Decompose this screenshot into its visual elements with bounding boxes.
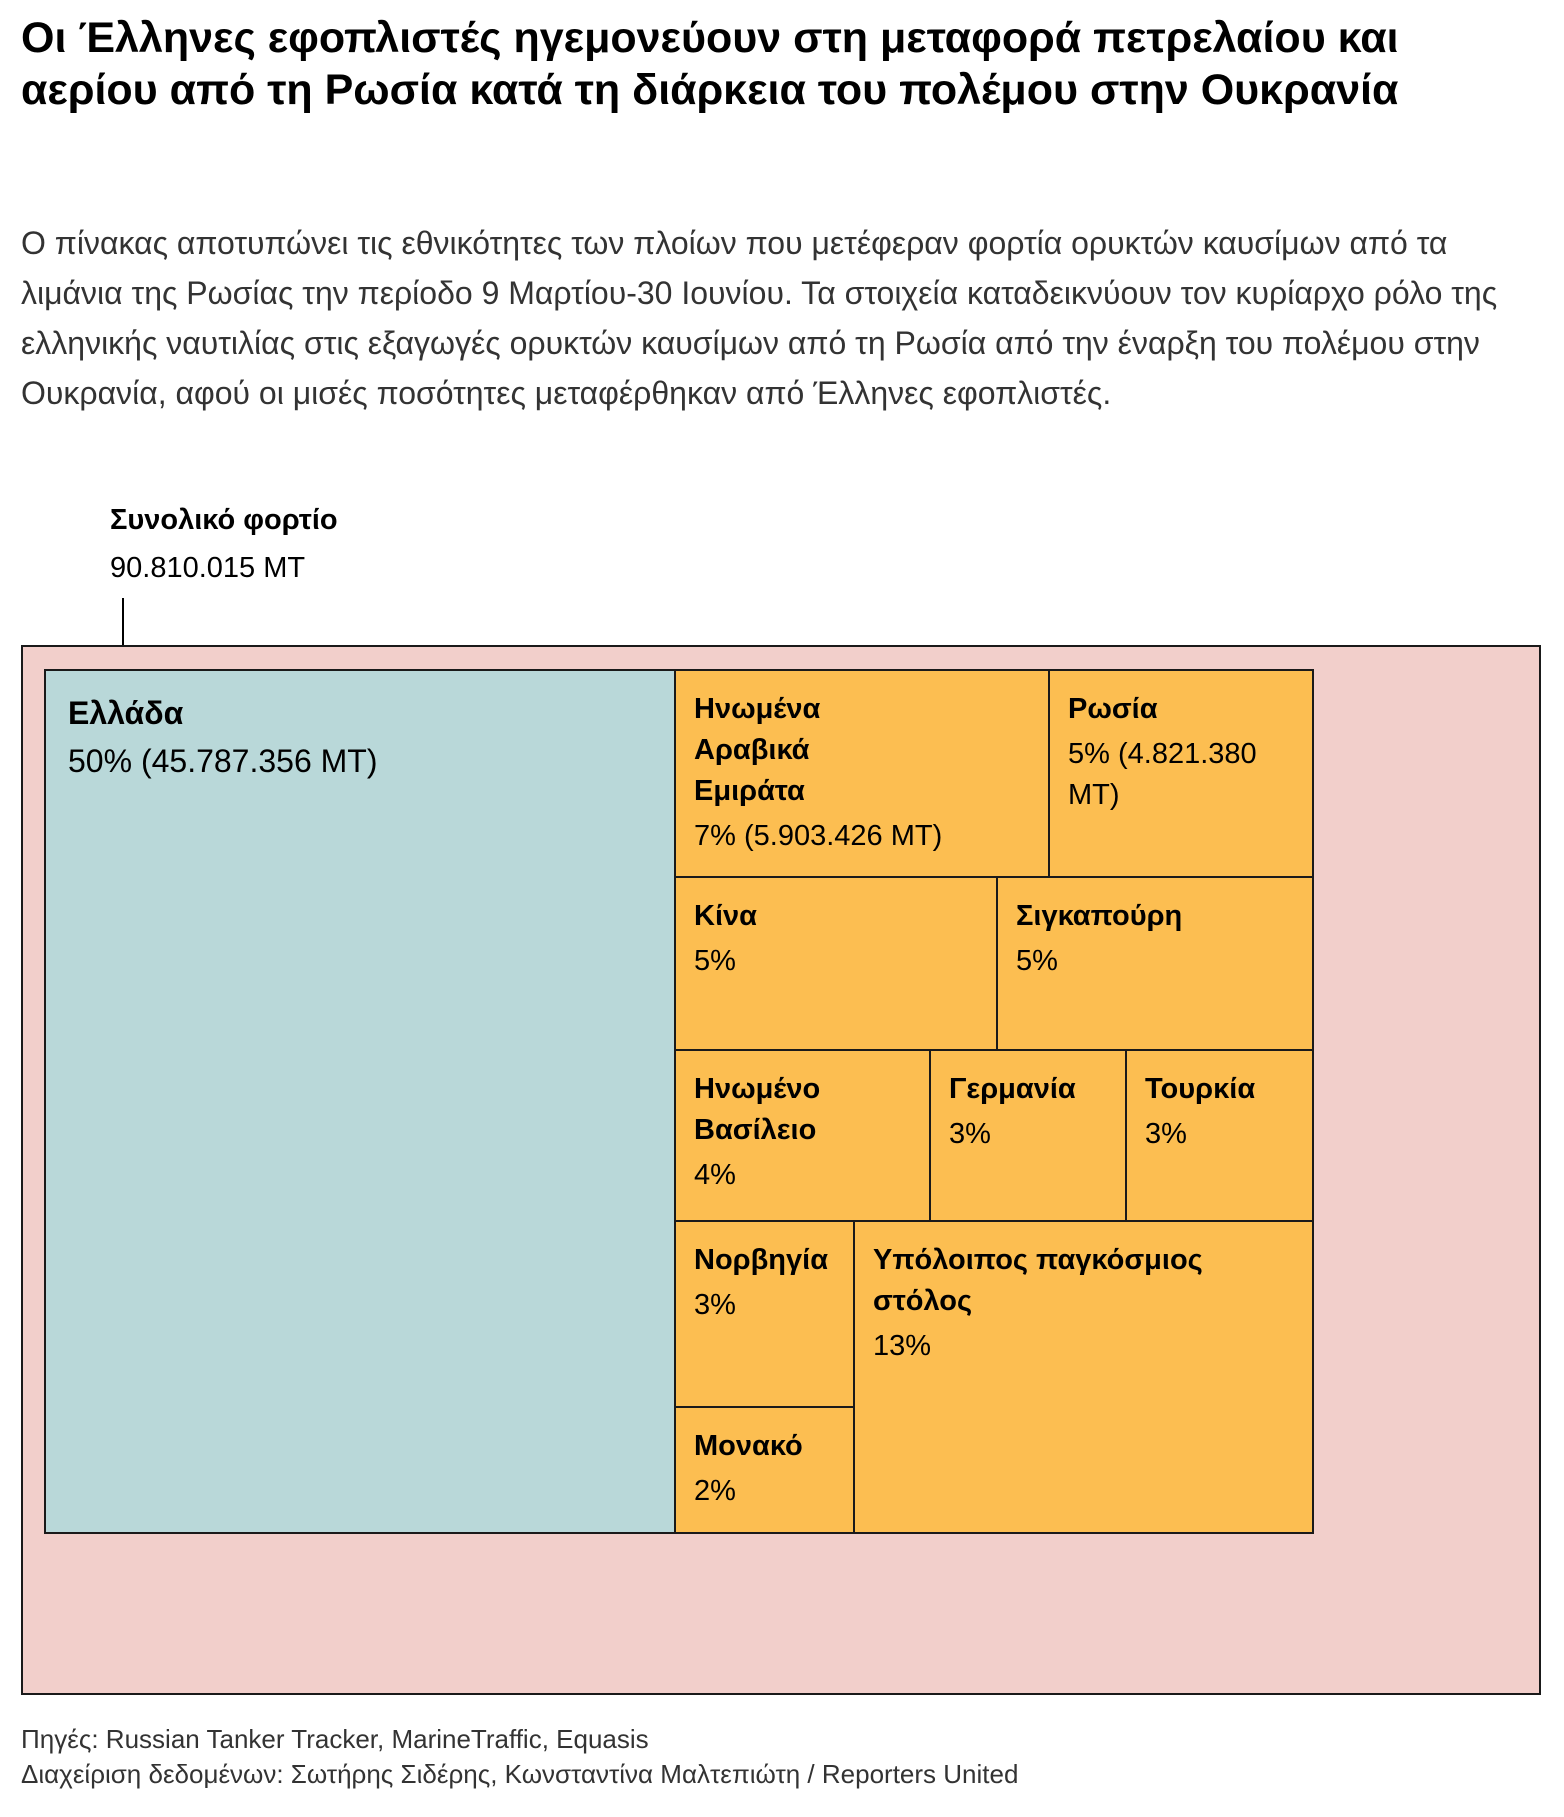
treemap-cell-value: 2%	[694, 1475, 736, 1507]
treemap-cell-name: Σιγκαπούρη	[1016, 900, 1183, 932]
treemap-cell-value: 5% (4.821.380 MT)	[1068, 738, 1257, 811]
treemap-cell-value: 4%	[694, 1159, 736, 1191]
treemap-cell-name: Ελλάδα	[68, 695, 184, 731]
treemap-cell-name: Ηνωμένα Αραβικά Εμιράτα	[694, 693, 821, 807]
credits-note: Διαχείριση δεδομένων: Σωτήρης Σιδέρης, Κωνσταντίνα Μαλτεπιώτη / Reporters United	[21, 1759, 1019, 1789]
treemap-cell-value: 5%	[1016, 945, 1058, 977]
total-cargo-label: Συνολικό φορτίο	[110, 504, 338, 536]
treemap-cell-value: 7% (5.903.426 MT)	[694, 820, 943, 852]
treemap-cell-υπολοιπος-παγκοσμιος-στολος	[853, 1220, 1314, 1534]
treemap-cell-name: Ηνωμένο Βασίλειο	[694, 1073, 821, 1146]
treemap-cell-value: 50% (45.787.356 MT)	[68, 743, 378, 779]
treemap-cell-name: Τουρκία	[1145, 1073, 1256, 1105]
treemap-cell-name: Ρωσία	[1068, 693, 1158, 725]
sources-note: Πηγές: Russian Tanker Tracker, MarineTraffic, Equasis	[21, 1724, 649, 1754]
treemap-cell-name: Γερμανία	[949, 1073, 1076, 1105]
treemap-cell-value: 3%	[694, 1289, 736, 1321]
treemap-cell-value: 5%	[694, 945, 736, 977]
treemap-cell-name: Υπόλοιπος παγκόσμιος στόλος	[873, 1244, 1203, 1317]
treemap	[44, 669, 1517, 1669]
treemap-cell-value: 3%	[1145, 1118, 1187, 1150]
chart-subtitle: Ο πίνακας αποτυπώνει τις εθνικότητες των πλοίων που μετέφεραν φορτία ορυκτών καυσίμων από τα λιμάνια της Ρωσίας την περίοδο 9 Μαρτίου-30 Ιουνίου. Τα στοιχεία καταδεικνύουν τον κυρίαρχο ρόλο της ελληνικής ναυτιλίας στις εξαγωγές ορυκτών καυσίμων από τη Ρωσία από την έναρξη του πολέμου στην Ουκρανία, αφού οι μισές ποσότητες μεταφέρθηκαν από Έλληνες εφοπλιστές.	[21, 225, 1498, 411]
chart-title: Οι Έλληνες εφοπλιστές ηγεμονεύουν στη μεταφορά πετρελαίου και αερίου από τη Ρωσία κατά τη διάρκεια του πολέμου στην Ουκρανία	[21, 14, 1399, 114]
treemap-cell-τουρκια	[1125, 1049, 1314, 1222]
total-pointer-line	[122, 598, 124, 645]
treemap-cell-ηνωμενο-βασιλειο	[674, 1049, 931, 1222]
treemap-cell-μονακο	[674, 1406, 855, 1534]
treemap-cell-ηνωμενα-αραβικα-εμιρατα	[674, 669, 1050, 878]
treemap-cell-value: 13%	[873, 1330, 932, 1362]
treemap-cell-σιγκαπουρη	[996, 876, 1314, 1051]
treemap-cell-ελλαδα	[44, 669, 676, 1534]
treemap-cell-κινα	[674, 876, 998, 1051]
treemap-cell-name: Μονακό	[694, 1430, 803, 1462]
treemap-cell-value: 3%	[949, 1118, 991, 1150]
treemap-cell-γερμανια	[929, 1049, 1127, 1222]
total-cargo-value: 90.810.015 MT	[110, 552, 306, 584]
treemap-cell-ρωσια	[1048, 669, 1314, 878]
treemap-cell-name: Νορβηγία	[694, 1244, 829, 1276]
treemap-cell-name: Κίνα	[694, 900, 757, 932]
treemap-cell-νορβηγια	[674, 1220, 855, 1408]
